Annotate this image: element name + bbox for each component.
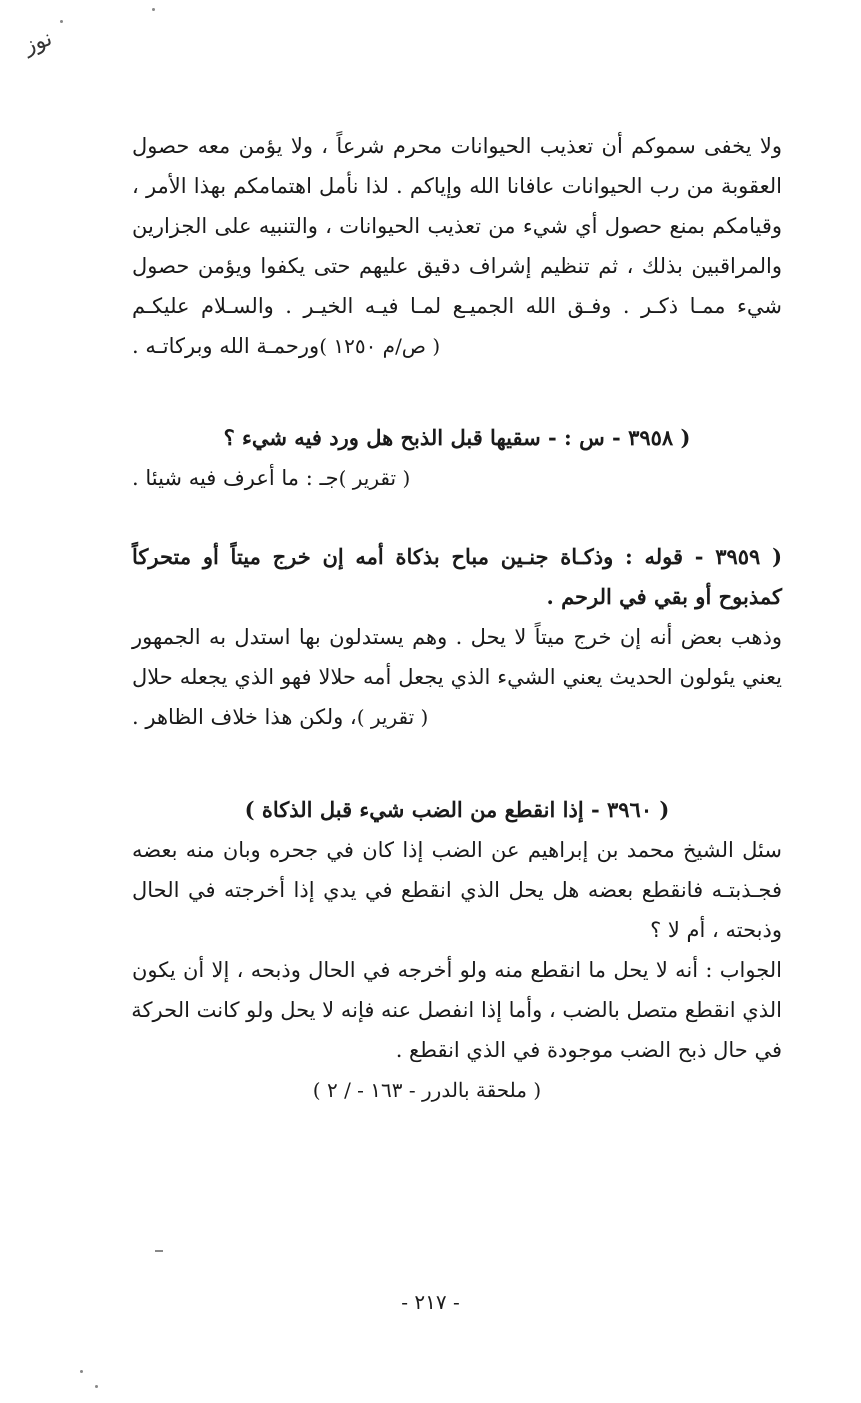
paragraph-line: والمراقبين بذلك ، ثم تنظيم إشراف دقيق عليهم حتى يكفوا ويؤمن حصول [132, 254, 782, 278]
scan-speck [80, 1370, 83, 1373]
paragraph-line: ولا يخفى سموكم أن تعذيب الحيوانات محرم شرعاً ، ولا يؤمن معه حصول [132, 134, 782, 158]
ruling-heading: ( ٣٩٦٠ - إذا انقطع من الضب شيء قبل الذكاة ) [244, 797, 670, 822]
answer-text: جـ : ما أعرف فيه شيئا . [132, 466, 339, 490]
paragraph-line: وقيامكم بمنع حصول أي شيء من تعذيب الحيوانات ، والتنبيه على الجزارين [132, 214, 782, 238]
question-line: سئل الشيخ محمد بن إبراهيم عن الضب إذا كان في جحره وبان منه بعضه [132, 838, 782, 862]
section-3959 [132, 537, 782, 737]
question-line: فجـذبتـه فانقطع بعضه هل يحل الذي انقطع في يدي إذا أخرجته في الحال [132, 878, 782, 902]
ruling-heading: ( ٣٩٥٩ - قوله : وذكـاة جنـين مباح بذكاة أمه إن خرج ميتاً أو متحركاً [132, 544, 783, 569]
scan-speck [155, 1250, 163, 1252]
paragraph-line: شيء ممـا ذكـر . وفـق الله الجميـع لمـا فيـه الخيـر . والسـلام عليكـم [132, 294, 782, 318]
paragraph-closing-line [132, 326, 782, 366]
question-line-last: وذبحته ، أم لا ؟ [650, 918, 782, 942]
paragraph-closing-line [132, 697, 782, 737]
page-number: - ٢١٧ - [401, 1290, 460, 1314]
ruling-heading-continued: كمذبوح أو بقي في الرحم . [546, 584, 782, 609]
answer-line: الجواب : أنه لا يحل ما انقطع منه ولو أخرجه في الحال وذبحه ، إلا أن يكون [132, 958, 782, 982]
scan-speck [95, 1385, 98, 1388]
question-heading: ( ٣٩٥٨ - س : - سقيها قبل الذبح هل ورد فيه شيء ؟ [223, 425, 691, 450]
answer-line [132, 458, 782, 498]
section-3958 [132, 418, 782, 498]
closing-text: ، ولكن هذا خلاف الظاهر . [132, 705, 357, 729]
closing-text: ورحمـة الله وبركاتـه . [132, 334, 320, 358]
reference-citation: ( تقرير ) [356, 705, 429, 729]
section-letter-paragraph [132, 126, 782, 366]
scan-speck [60, 20, 63, 23]
reference-citation: ( تقرير ) [338, 466, 411, 490]
paragraph-line: وذهب بعض أنه إن خرج ميتاً لا يحل . وهم يستدلون بها استدل به الجمهور [132, 625, 782, 649]
section-3960 [132, 790, 782, 1110]
paragraph-line: العقوبة من رب الحيوانات عافانا الله وإياكم . لذا نأمل اهتمامكم بهذا الأمر ، [132, 174, 782, 198]
reference-citation: ( ملحقة بالدرر - ١٦٣ - / ٢ ) [312, 1078, 542, 1102]
paragraph-line: يعني يئولون الحديث يعني الشيء الذي يجعل أمه حلالا فهو الذي يجعله حلال [132, 665, 782, 689]
reference-citation: ( ص/م ١٢٥٠ ) [319, 334, 441, 358]
scan-speck [152, 8, 155, 11]
corner-handwritten-note: نوز [20, 25, 56, 60]
answer-line-last: في حال ذبح الضب موجودة في الذي انقطع . [395, 1038, 782, 1062]
answer-line: الذي انقطع متصل بالضب ، وأما إذا انفصل عنه فإنه لا يحل ولو كانت الحركة [131, 998, 782, 1022]
